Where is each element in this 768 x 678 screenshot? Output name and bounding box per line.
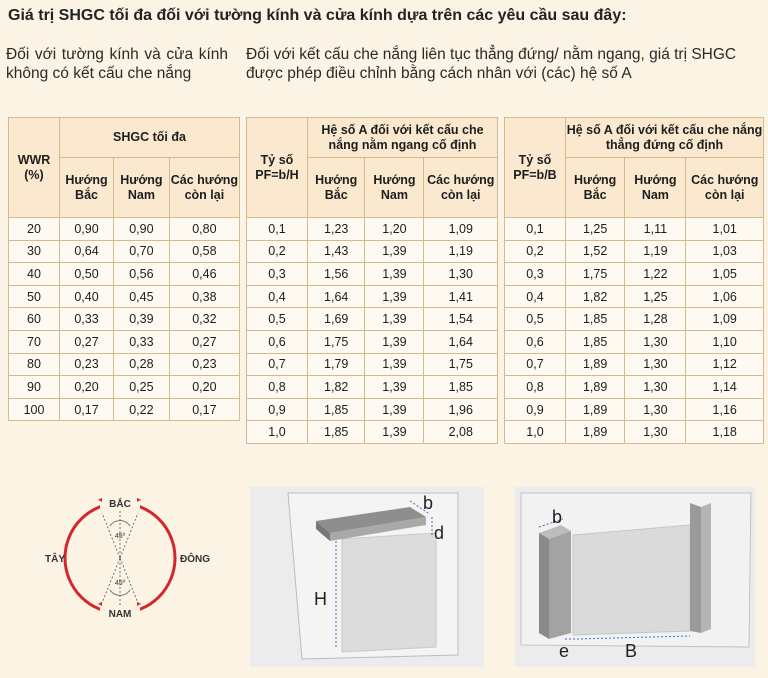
header-south: Hướng Nam	[114, 158, 170, 218]
value-cell: 1,85	[308, 398, 365, 421]
row-label-cell: 90	[9, 376, 60, 399]
value-cell: 1,43	[308, 240, 365, 263]
table-row	[247, 353, 498, 376]
horizontal-shading-figure	[250, 487, 484, 667]
value-cell: 1,30	[625, 330, 686, 353]
header-ratio-pf-bb: Tỷ số PF=b/B	[505, 118, 566, 218]
table-row	[9, 218, 240, 241]
east-label: ĐÔNG	[180, 554, 210, 565]
value-cell: 1,10	[686, 330, 764, 353]
table-row	[505, 308, 764, 331]
table-row	[505, 240, 764, 263]
row-label-cell: 0,1	[247, 218, 308, 241]
row-label-cell: 1,0	[505, 421, 566, 444]
value-cell: 1,06	[686, 285, 764, 308]
value-cell: 1,11	[625, 218, 686, 241]
table-max-shgc	[8, 117, 240, 421]
row-label-cell: 0,1	[505, 218, 566, 241]
row-label-cell: 80	[9, 353, 60, 376]
label-b: b	[552, 507, 563, 527]
value-cell: 1,39	[365, 398, 424, 421]
value-cell: 1,30	[424, 263, 498, 286]
value-cell: 1,39	[365, 353, 424, 376]
south-label: NAM	[108, 609, 132, 620]
value-cell: 1,39	[365, 376, 424, 399]
value-cell: 1,25	[566, 218, 625, 241]
value-cell: 1,54	[424, 308, 498, 331]
value-cell: 1,56	[308, 263, 365, 286]
value-cell: 1,39	[365, 285, 424, 308]
row-label-cell: 0,9	[247, 398, 308, 421]
value-cell: 0,32	[169, 308, 239, 331]
value-cell: 0,50	[60, 263, 114, 286]
value-cell: 1,69	[308, 308, 365, 331]
label-d: d	[434, 523, 445, 543]
arrow-right-icon: ▸	[137, 599, 142, 608]
row-label-cell: 0,2	[247, 240, 308, 263]
value-cell: 1,52	[566, 240, 625, 263]
value-cell: 0,80	[169, 218, 239, 241]
value-cell: 1,30	[625, 376, 686, 399]
arrow-left-icon: ◂	[98, 599, 103, 608]
row-label-cell: 0,6	[247, 330, 308, 353]
row-label-cell: 0,2	[505, 240, 566, 263]
value-cell: 1,85	[566, 330, 625, 353]
row-label-cell: 0,9	[505, 398, 566, 421]
value-cell: 0,33	[60, 308, 114, 331]
value-cell: 1,19	[625, 240, 686, 263]
value-cell: 1,39	[365, 421, 424, 444]
value-cell: 0,17	[169, 398, 239, 421]
header-north: Hướng Bắc	[60, 158, 114, 218]
value-cell: 0,23	[169, 353, 239, 376]
value-cell: 2,08	[424, 421, 498, 444]
table-row	[505, 330, 764, 353]
header-other: Các hướng còn lại	[169, 158, 239, 218]
window-shape	[573, 525, 690, 635]
table-row	[9, 330, 240, 353]
label-e: e	[559, 641, 570, 661]
table-row	[247, 263, 498, 286]
value-cell: 1,85	[308, 421, 365, 444]
value-cell: 1,89	[566, 398, 625, 421]
value-cell: 1,05	[686, 263, 764, 286]
table-row	[247, 308, 498, 331]
row-label-cell: 40	[9, 263, 60, 286]
value-cell: 1,12	[686, 353, 764, 376]
header-vertical-factor: Hệ số A đối với kết cấu che nắng thẳng đứng cố định	[566, 118, 764, 158]
value-cell: 0,22	[114, 398, 170, 421]
row-label-cell: 60	[9, 308, 60, 331]
value-cell: 0,27	[60, 330, 114, 353]
row-label-cell: 0,3	[247, 263, 308, 286]
value-cell: 1,09	[424, 218, 498, 241]
value-cell: 1,75	[566, 263, 625, 286]
value-cell: 1,39	[365, 330, 424, 353]
intro-shading-adjustment: Đối với kết cấu che nắng liên tục thẳng đứng/ nằm ngang, giá trị SHGC được phép điều chỉnh bằng cách nhân với (các) hệ số A	[246, 46, 737, 82]
value-cell: 1,89	[566, 376, 625, 399]
row-label-cell: 0,4	[247, 285, 308, 308]
label-b: b	[423, 493, 434, 513]
header-north: Hướng Bắc	[308, 158, 365, 218]
value-cell: 0,17	[60, 398, 114, 421]
table-row	[9, 240, 240, 263]
table-row	[9, 263, 240, 286]
value-cell: 0,28	[114, 353, 170, 376]
header-horizontal-factor: Hệ số A đối với kết cấu che nắng nằm ngang cố định	[308, 118, 498, 158]
value-cell: 1,18	[686, 421, 764, 444]
header-other: Các hướng còn lại	[686, 158, 764, 218]
row-label-cell: 0,8	[247, 376, 308, 399]
value-cell: 1,39	[365, 263, 424, 286]
value-cell: 1,03	[686, 240, 764, 263]
table-row	[247, 240, 498, 263]
value-cell: 0,33	[114, 330, 170, 353]
value-cell: 0,46	[169, 263, 239, 286]
row-label-cell: 50	[9, 285, 60, 308]
value-cell: 1,75	[424, 353, 498, 376]
row-label-cell: 0,6	[505, 330, 566, 353]
table-row	[247, 376, 498, 399]
page-heading: Giá trị SHGC tối đa đối với tường kính và cửa kính dựa trên các yêu cầu sau đây:	[8, 7, 627, 24]
table-row	[9, 285, 240, 308]
table-row	[247, 398, 498, 421]
value-cell: 0,64	[60, 240, 114, 263]
intro-no-shading: Đối với tường kính và cửa kính không có kết cấu che nắng	[6, 46, 228, 82]
value-cell: 1,22	[625, 263, 686, 286]
value-cell: 0,90	[114, 218, 170, 241]
table-row	[505, 376, 764, 399]
header-ratio-pf-bh: Tỷ số PF=b/H	[247, 118, 308, 218]
value-cell: 0,56	[114, 263, 170, 286]
header-wwr: WWR (%)	[9, 118, 60, 218]
row-label-cell: 0,8	[505, 376, 566, 399]
arrow-right-icon: ▸	[137, 495, 142, 504]
label-h: H	[314, 589, 327, 609]
header-south: Hướng Nam	[625, 158, 686, 218]
value-cell: 1,85	[566, 308, 625, 331]
north-label: BẮC	[109, 499, 131, 510]
value-cell: 1,23	[308, 218, 365, 241]
value-cell: 1,39	[365, 240, 424, 263]
angle-bottom-label: 45º	[114, 580, 126, 587]
table-row	[505, 353, 764, 376]
value-cell: 0,38	[169, 285, 239, 308]
value-cell: 1,89	[566, 353, 625, 376]
value-cell: 0,40	[60, 285, 114, 308]
row-label-cell: 0,3	[505, 263, 566, 286]
value-cell: 0,27	[169, 330, 239, 353]
header-other: Các hướng còn lại	[424, 158, 498, 218]
table-row	[505, 218, 764, 241]
left-fin-face	[549, 531, 571, 639]
value-cell: 1,79	[308, 353, 365, 376]
value-cell: 1,16	[686, 398, 764, 421]
value-cell: 1,89	[566, 421, 625, 444]
header-south: Hướng Nam	[365, 158, 424, 218]
right-fin-face	[690, 503, 701, 633]
row-label-cell: 0,5	[505, 308, 566, 331]
value-cell: 1,09	[686, 308, 764, 331]
row-label-cell: 100	[9, 398, 60, 421]
value-cell: 1,28	[625, 308, 686, 331]
compass-diagram	[40, 488, 220, 628]
table-row	[505, 421, 764, 444]
row-label-cell: 0,7	[247, 353, 308, 376]
value-cell: 1,19	[424, 240, 498, 263]
table-row	[247, 421, 498, 444]
table-row	[9, 308, 240, 331]
right-fin-side	[701, 503, 711, 633]
table-row	[247, 285, 498, 308]
value-cell: 1,96	[424, 398, 498, 421]
table-row	[9, 376, 240, 399]
angle-top-label: 45º	[114, 533, 126, 540]
row-label-cell: 20	[9, 218, 60, 241]
value-cell: 0,70	[114, 240, 170, 263]
value-cell: 0,39	[114, 308, 170, 331]
value-cell: 1,75	[308, 330, 365, 353]
table-row	[505, 398, 764, 421]
row-label-cell: 30	[9, 240, 60, 263]
left-fin-side	[539, 533, 549, 639]
table-row	[247, 218, 498, 241]
row-label-cell: 0,7	[505, 353, 566, 376]
value-cell: 1,30	[625, 421, 686, 444]
value-cell: 1,82	[308, 376, 365, 399]
value-cell: 0,25	[114, 376, 170, 399]
value-cell: 0,20	[169, 376, 239, 399]
table-row	[505, 263, 764, 286]
value-cell: 1,85	[424, 376, 498, 399]
value-cell: 1,30	[625, 398, 686, 421]
value-cell: 1,14	[686, 376, 764, 399]
value-cell: 0,20	[60, 376, 114, 399]
header-shgc-max: SHGC tối đa	[60, 118, 240, 158]
row-label-cell: 0,4	[505, 285, 566, 308]
table-row	[505, 285, 764, 308]
value-cell: 0,45	[114, 285, 170, 308]
value-cell: 1,64	[308, 285, 365, 308]
value-cell: 1,39	[365, 308, 424, 331]
vertical-shading-figure	[515, 487, 755, 667]
value-cell: 0,23	[60, 353, 114, 376]
arrow-left-icon: ◂	[98, 495, 103, 504]
table-vertical-shading-factor	[504, 117, 764, 444]
window-shape	[342, 533, 436, 652]
value-cell: 1,01	[686, 218, 764, 241]
header-north: Hướng Bắc	[566, 158, 625, 218]
value-cell: 1,20	[365, 218, 424, 241]
value-cell: 0,90	[60, 218, 114, 241]
west-label: TÂY	[45, 554, 65, 565]
value-cell: 1,41	[424, 285, 498, 308]
value-cell: 1,82	[566, 285, 625, 308]
table-horizontal-shading-factor	[246, 117, 498, 444]
value-cell: 0,58	[169, 240, 239, 263]
table-row	[247, 330, 498, 353]
row-label-cell: 0,5	[247, 308, 308, 331]
value-cell: 1,30	[625, 353, 686, 376]
row-label-cell: 70	[9, 330, 60, 353]
value-cell: 1,25	[625, 285, 686, 308]
table-row	[9, 398, 240, 421]
label-big-b: B	[625, 641, 638, 661]
value-cell: 1,64	[424, 330, 498, 353]
row-label-cell: 1,0	[247, 421, 308, 444]
table-row	[9, 353, 240, 376]
